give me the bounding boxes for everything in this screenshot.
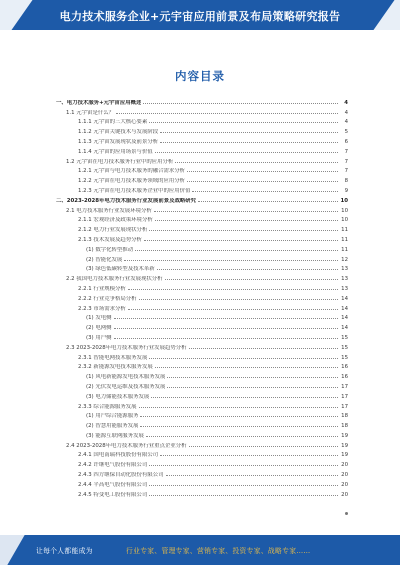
toc-page-number: 10 — [341, 217, 348, 224]
footer-banner — [0, 535, 400, 565]
toc-page-number: 7 — [344, 168, 348, 175]
toc-entry-title: 1.1 元宇宙是什么？ — [66, 109, 115, 116]
toc-entry[interactable] — [56, 184, 348, 194]
toc-entry-title: 2.2.3 市场需求分析 — [78, 305, 126, 312]
toc-entry-title: 1.2.2 元宇宙在电力技术服务领域的应用分析 — [78, 178, 186, 185]
toc-entry-title: (2) 电网侧 — [86, 325, 112, 332]
toc-entry[interactable] — [56, 419, 348, 429]
toc-page-number: 4 — [344, 119, 348, 126]
toc-dot-leader — [189, 347, 338, 349]
toc-page-number: 18 — [341, 423, 348, 430]
toc-entry[interactable] — [56, 272, 348, 282]
report-title: 电力技术服务企业+元宇宙应用前景及布局策略研究报告 — [59, 10, 341, 23]
toc-entry[interactable] — [56, 155, 348, 165]
toc-dot-leader — [154, 210, 338, 212]
toc-page-number: 10 — [341, 207, 348, 214]
toc-entry[interactable] — [56, 165, 348, 175]
toc-page-number: 6 — [344, 138, 348, 145]
toc-dot-leader — [149, 484, 338, 486]
toc-entry[interactable] — [56, 370, 348, 380]
toc-entry[interactable] — [56, 429, 348, 439]
header-banner — [0, 0, 400, 30]
toc-page-number: 7 — [344, 158, 348, 165]
toc-entry-title: 2.1.2 电力行业发展现状分析 — [78, 227, 148, 234]
page-marker — [345, 512, 348, 515]
toc-entry-title: 一、电力技术服务+元宇宙应用概述 — [56, 99, 142, 106]
toc-entry-title: (2) 智能化发展 — [86, 256, 123, 263]
toc-entry-title: 2.1 电力技术服务行业发展环境分析 — [66, 207, 152, 214]
toc-page-number: 14 — [341, 305, 348, 312]
toc-page-number: 13 — [341, 276, 348, 283]
toc-dot-leader — [187, 170, 338, 172]
toc-dot-leader — [114, 337, 338, 339]
toc-dot-leader — [198, 200, 338, 202]
toc-page-number: 11 — [341, 246, 348, 253]
toc-dot-leader — [149, 494, 338, 496]
toc-dot-leader — [149, 121, 338, 123]
toc-page-number: 15 — [341, 334, 348, 341]
toc-dot-leader — [160, 131, 338, 133]
toc-page-number: 7 — [344, 148, 348, 155]
footer-decor-stripe — [0, 535, 25, 565]
toc-entry-title: 2.4.3 四方继保自动化股份有限公司 — [78, 472, 164, 479]
toc-page-number: 13 — [341, 285, 348, 292]
toc-dot-leader — [144, 239, 338, 241]
toc-page-number: 20 — [341, 481, 348, 488]
toc-entry-title: (1) 风电新能源发电技术服务发展 — [86, 374, 166, 381]
toc-dot-leader — [135, 249, 338, 251]
toc-entry[interactable] — [56, 223, 348, 233]
toc-page-number: 10 — [340, 197, 348, 204]
toc-entry[interactable] — [56, 361, 348, 371]
toc-dot-leader — [149, 464, 338, 466]
toc-dot-leader — [155, 366, 338, 368]
table-of-contents — [56, 96, 348, 498]
toc-dot-leader — [139, 406, 338, 408]
toc-dot-leader — [114, 327, 338, 329]
toc-entry[interactable] — [56, 194, 348, 204]
toc-entry-title: 1.2 元宇宙在电力技术服务行业中的应用分析 — [66, 158, 174, 165]
toc-page-number: 19 — [341, 442, 348, 449]
toc-entry-title: 2.1.3 技术发展及趋势分析 — [78, 236, 142, 243]
toc-page-number: 14 — [341, 325, 348, 332]
toc-entry-title: 2.2.1 行业规模分析 — [78, 285, 126, 292]
toc-entry-title: 1.1.4 元宇宙的应用场景与价值 — [78, 148, 153, 155]
toc-dot-leader — [155, 151, 338, 153]
toc-entry-title: 1.1.2 元宇宙关键技术与发展阶段 — [78, 129, 159, 136]
toc-page-number: 16 — [341, 364, 348, 371]
footer-roles: 行业专家、管理专家、营销专家、投资专家、战略专家…… — [126, 547, 311, 555]
toc-dot-leader — [165, 278, 338, 280]
toc-entry[interactable] — [56, 478, 348, 488]
toc-page-number: 9 — [344, 187, 348, 194]
toc-entry-title: (3) 电力储能技术服务发展 — [86, 393, 150, 400]
toc-dot-leader — [166, 474, 338, 476]
toc-dot-leader — [128, 288, 338, 290]
footer-slogan: 让每个人都能成为 — [36, 547, 93, 555]
toc-dot-leader — [187, 180, 338, 182]
toc-page-number: 17 — [341, 403, 348, 410]
toc-entry-title: 二、2023-2028年电力技术服务行业发展前景及战略研究 — [56, 197, 197, 204]
toc-entry-title: 2.3.1 智能电网技术服务发展 — [78, 354, 148, 361]
toc-entry[interactable] — [56, 135, 348, 145]
toc-entry[interactable] — [56, 214, 348, 224]
toc-entry-title: 2.4 2023-2028年电力技术服务行业重点企业分析 — [66, 442, 187, 449]
toc-dot-leader — [167, 386, 338, 388]
toc-entry[interactable] — [56, 321, 348, 331]
toc-entry[interactable] — [56, 468, 348, 478]
toc-entry[interactable] — [56, 302, 348, 312]
toc-page-number: 14 — [341, 295, 348, 302]
toc-entry[interactable] — [56, 253, 348, 263]
toc-page-number: 16 — [341, 374, 348, 381]
toc-entry[interactable] — [56, 341, 348, 351]
toc-page-number: 13 — [341, 266, 348, 273]
toc-page-number: 20 — [341, 472, 348, 479]
toc-entry-title: (2) 光伏发电运维及技术服务发展 — [86, 383, 166, 390]
toc-dot-leader — [124, 259, 338, 261]
toc-page-number: 4 — [344, 99, 348, 106]
toc-dot-leader — [189, 445, 338, 447]
toc-page-number: 18 — [341, 413, 348, 420]
toc-dot-leader — [175, 161, 338, 163]
toc-dot-leader — [151, 396, 338, 398]
toc-page-number: 14 — [341, 315, 348, 322]
toc-entry-title: (3) 绿色低碳转型及技术革新 — [86, 266, 155, 273]
toc-entry-title: (1) 用户综合能源服务 — [86, 413, 139, 420]
toc-entry[interactable] — [56, 400, 348, 410]
toc-entry[interactable] — [56, 331, 348, 341]
toc-dot-leader — [140, 425, 338, 427]
toc-entry[interactable] — [56, 263, 348, 273]
toc-page-number: 19 — [341, 452, 348, 459]
toc-entry[interactable] — [56, 174, 348, 184]
toc-page-number: 4 — [344, 109, 348, 116]
toc-entry-title: 2.4.4 平高电气股份有限公司 — [78, 481, 148, 488]
toc-entry[interactable] — [56, 458, 348, 468]
toc-entry-title: 2.4.2 许继电气股份有限公司 — [78, 462, 148, 469]
toc-entry[interactable] — [56, 125, 348, 135]
toc-entry[interactable] — [56, 410, 348, 420]
toc-dot-leader — [146, 435, 338, 437]
toc-entry-title: (1) 发电侧 — [86, 315, 112, 322]
toc-entry[interactable] — [56, 243, 348, 253]
toc-page-number: 5 — [344, 129, 348, 136]
toc-page-number: 20 — [341, 491, 348, 498]
toc-page-number: 20 — [341, 462, 348, 469]
toc-entry-title: 2.3 2023-2028年电力技术服务行业发展趋势分析 — [66, 344, 187, 351]
toc-page-number: 11 — [341, 236, 348, 243]
toc-dot-leader — [116, 112, 338, 114]
toc-dot-leader — [149, 229, 338, 231]
toc-entry-title: 2.4.1 国电南瑞科技股份有限公司 — [78, 452, 159, 459]
toc-dot-leader — [167, 376, 338, 378]
toc-entry-title: (2) 智慧用能服务发展 — [86, 423, 139, 430]
toc-entry[interactable] — [56, 292, 348, 302]
toc-page-number: 8 — [344, 178, 348, 185]
toc-dot-leader — [114, 317, 338, 319]
toc-entry-title: (3) 用户侧 — [86, 334, 112, 341]
toc-page-number: 12 — [341, 256, 348, 263]
toc-entry-title: 2.2.2 行业竞争格局分析 — [78, 295, 137, 302]
toc-dot-leader — [139, 298, 338, 300]
toc-entry-title: 2.1.1 宏观经济及政策环境分析 — [78, 217, 153, 224]
toc-dot-leader — [157, 268, 338, 270]
toc-entry[interactable] — [56, 116, 348, 126]
toc-entry[interactable] — [56, 204, 348, 214]
toc-dot-leader — [160, 454, 338, 456]
toc-dot-leader — [149, 357, 338, 359]
toc-entry[interactable] — [56, 233, 348, 243]
toc-entry[interactable] — [56, 380, 348, 390]
toc-entry[interactable] — [56, 282, 348, 292]
toc-entry[interactable] — [56, 96, 348, 106]
toc-entry-title: 1.1.3 元宇宙发展现状及前景分析 — [78, 138, 159, 145]
toc-dot-leader — [140, 415, 338, 417]
toc-entry[interactable] — [56, 351, 348, 361]
toc-entry-title: 2.3.3 综合能源服务发展 — [78, 403, 137, 410]
toc-dot-leader — [192, 190, 338, 192]
toc-entry[interactable] — [56, 312, 348, 322]
toc-entry-title: 2.3.2 新能源发电技术服务发展 — [78, 364, 153, 371]
toc-entry-title: 2.4.5 特变电工股份有限公司 — [78, 491, 148, 498]
toc-dot-leader — [160, 141, 338, 143]
toc-entry[interactable] — [56, 439, 348, 449]
toc-page-number: 15 — [341, 344, 348, 351]
toc-entry-title: 1.2.1 元宇宙与电力技术服务的融合需求分析 — [78, 168, 186, 175]
toc-entry-title: (1) 数字化转型推动 — [86, 246, 134, 253]
toc-page-number: 17 — [341, 383, 348, 390]
toc-entry[interactable] — [56, 449, 348, 459]
toc-page-number: 19 — [341, 432, 348, 439]
toc-dot-leader — [128, 308, 338, 310]
toc-entry-title: 1.2.3 元宇宙在电力技术服务企业中的应用价值 — [78, 187, 191, 194]
toc-page-number: 15 — [341, 354, 348, 361]
toc-page-number: 11 — [341, 227, 348, 234]
toc-dot-leader — [155, 219, 338, 221]
toc-page-number: 17 — [341, 393, 348, 400]
toc-entry[interactable] — [56, 390, 348, 400]
toc-entry-title: 2.2 我国电力技术服务行业发展现状分析 — [66, 276, 163, 283]
toc-entry[interactable] — [56, 106, 348, 116]
toc-entry-title: (3) 能源互联网服务发展 — [86, 432, 144, 439]
toc-entry[interactable] — [56, 488, 348, 498]
toc-entry-title: 1.1.1 元宇宙的三大核心要素 — [78, 119, 148, 126]
toc-dot-leader — [143, 102, 338, 104]
toc-entry[interactable] — [56, 145, 348, 155]
toc-heading: 内容目录 — [175, 69, 225, 83]
